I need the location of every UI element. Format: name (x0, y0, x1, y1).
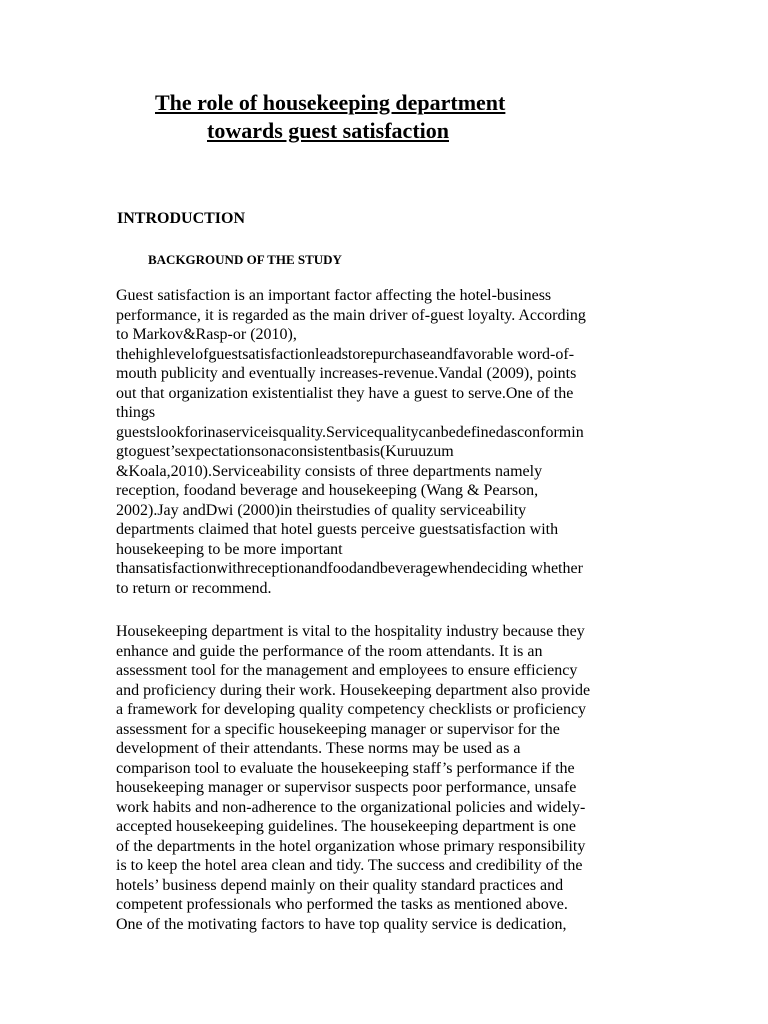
paragraph-1 (116, 286, 656, 598)
paragraph-line: out that organization existentialist they have a guest to serve.One of the (116, 384, 574, 402)
section-heading-introduction: INTRODUCTION (117, 210, 246, 227)
paragraph-line: and proficiency during their work. Housekeeping department also provide (116, 681, 591, 699)
paragraph-line: reception, foodand beverage and housekeeping (Wang & Pearson, (116, 482, 539, 499)
paragraph-line: departments claimed that hotel guests perceive guestsatisfaction with (116, 521, 559, 538)
paragraph-2 (116, 622, 656, 934)
paragraph-line: thansatisfactionwithreceptionandfoodandbeveragewhendeciding whether (116, 560, 583, 577)
paragraph-line: Guest satisfaction is an important factor affecting the hotel-business (116, 287, 552, 304)
paragraph-line: gtoguest’sexpectationsonaconsistentbasis(Kuruuzum (116, 443, 454, 460)
paragraph-line: things (116, 404, 156, 421)
paragraph-line: development of their attendants. These norms may be used as a (116, 740, 521, 757)
document-title-line-2: towards guest satisfaction (207, 118, 449, 143)
paragraph-line: performance, it is regarded as the main driver of-guest loyalty. According (116, 306, 586, 324)
paragraph-line: housekeeping manager or supervisor suspects poor performance, unsafe (116, 779, 577, 796)
paragraph-line: comparison tool to evaluate the housekeeping staff’s performance if the (116, 759, 575, 777)
paragraph-line: enhance and guide the performance of the room attendants. It is an (116, 642, 543, 660)
paragraph-line: of the departments in the hotel organization whose primary responsibility (116, 837, 586, 855)
paragraph-line: assessment for a specific housekeeping manager or supervisor for the (116, 720, 560, 738)
paragraph-line: guestslookforinaserviceisquality.Servicequalitycanbedefinedasconformin (116, 423, 584, 441)
document-title-line-1: The role of housekeeping department (155, 90, 506, 115)
paragraph-line: housekeeping to be more important (116, 540, 343, 558)
paragraph-line: 2002).Jay andDwi (2000)in theirstudies of quality serviceability (116, 501, 527, 519)
paragraph-line: work habits and non-adherence to the organizational policies and widely- (116, 798, 586, 816)
paragraph-line: &Koala,2010).Serviceability consists of three departments namely (116, 462, 543, 480)
paragraph-line: to return or recommend. (116, 579, 272, 597)
paragraph-line: competent professionals who performed the tasks as mentioned above. (116, 896, 568, 913)
paragraph-line: One of the motivating factors to have top quality service is dedication, (116, 915, 567, 933)
paragraph-line: Housekeeping department is vital to the hospitality industry because they (116, 623, 585, 640)
paragraph-line: to Markov&Rasp-or (2010), (116, 326, 297, 343)
subsection-heading-background: BACKGROUND OF THE STUDY (148, 252, 342, 267)
paragraph-line: hotels’ business depend mainly on their quality standard practices and (116, 876, 564, 894)
paragraph-line: a framework for developing quality competency checklists or proficiency (116, 701, 587, 718)
paragraph-line: is to keep the hotel area clean and tidy. The success and credibility of the (116, 857, 583, 874)
paragraph-line: mouth publicity and eventually increases-revenue.Vandal (2009), points (116, 365, 577, 382)
paragraph-line: accepted housekeeping guidelines. The housekeeping department is one (116, 818, 576, 835)
paragraph-line: assessment tool for the management and employees to ensure efficiency (116, 662, 578, 679)
paragraph-line: thehighlevelofguestsatisfactionleadstorepurchaseandfavorable word-of- (116, 345, 575, 363)
